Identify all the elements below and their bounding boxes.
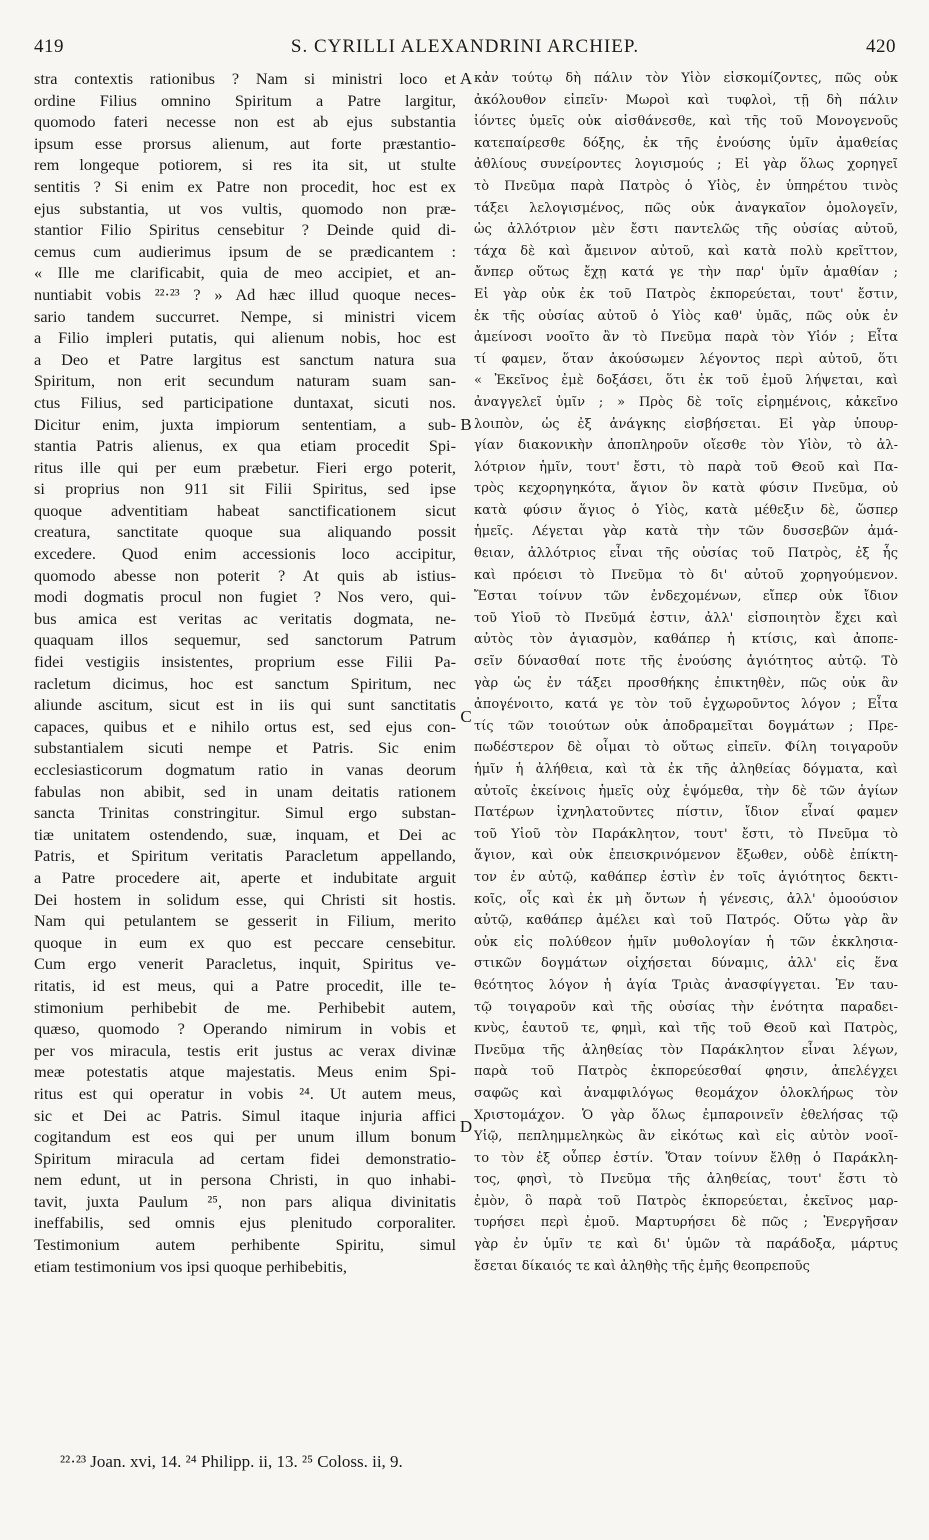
text-line: quomodo fateri necesse non est ab ejus substantia: [34, 112, 456, 132]
text-line: τυρήσει περὶ ἐμοῦ. Μαρτυρήσει δὲ πῶς ; Ἐνεργῆσαν: [474, 1215, 898, 1231]
text-line: nuntiabit vobis ²²·²³ ? » Ad hæc illud quoque neces-: [34, 284, 456, 304]
text-line: nem edunt, ut in persona Christi, in quo inhabi-: [34, 1170, 456, 1190]
latin-column: [34, 68, 456, 1277]
page-number-right: 420: [866, 36, 896, 57]
text-line: stantia Patris alienus, ex qua etiam procedit Spi-: [34, 436, 456, 456]
text-line: τον ἐν αὐτῷ, καθάπερ ἐστὶν ἐν τοῖς ἁγιότητος δεκτι-: [474, 869, 898, 885]
text-line: το τὸν ἐξ οὗπερ ἐστίν. Ὅταν τοίνυν ἔλθῃ ὁ Παράκλη-: [474, 1150, 898, 1166]
text-line: ἐκ τῆς οὐσίας αὐτοῦ ὁ Υἱὸς καθ' ὑμᾶς, πῶς οὐκ ἐν: [474, 308, 898, 324]
text-line: Spiritum, non erit secundum naturam suam san-: [34, 371, 456, 391]
text-line: Patris, et Spiritum veritatis Paracletum appellando,: [34, 846, 456, 866]
text-line: Πνεῦμα τῆς ἀληθείας τὸν Παράκλητον εἶναι λέγων,: [474, 1042, 898, 1058]
text-line: sentitis ? Si enim ex Patre non procedit, hoc est ex: [34, 176, 456, 196]
text-line: ἀθλίους συνείροντες λογισμούς ; Εἰ γὰρ ὅλως χορηγεῖ: [474, 157, 898, 173]
text-line: αὐτοῖς ἐκείνοις ἡμεῖς οὐχ ἑψόμεθα, τὴν δὲ τῶν ἁγίων: [474, 783, 898, 799]
text-line: τος, φησὶ, τὸ Πνεῦμα τῆς ἀληθείας, τουτ' ἔστι τὸ: [474, 1172, 898, 1188]
page-header: [34, 36, 896, 60]
text-line: αὐτῷ, καθάπερ ἀμέλει καὶ τοῦ Πατρός. Οὕτω γὰρ ἂν: [474, 913, 898, 929]
text-line: ritus ille qui per eum præbetur. Fieri ergo poterit,: [34, 457, 456, 477]
text-line: stimonium perhibebit de me. Perhibebit autem,: [34, 997, 456, 1017]
text-line: Cum ergo venerit Paracletus, inquit, Spiritus ve-: [34, 954, 456, 974]
text-line: sic et Dei ac Patris. Simul itaque injuria affici: [34, 1105, 456, 1125]
text-line: a Patre procedere ait, aperte et indubitate arguit: [34, 867, 456, 887]
text-line: κνὺς, ἑαυτοῦ τε, φημὶ, καὶ τῆς τοῦ Θεοῦ καὶ Πατρὸς,: [474, 1021, 898, 1037]
text-line: ejus substantia, ut vos vultis, quomodo non præ-: [34, 198, 456, 218]
text-line: racletum dicimus, hoc est sanctum Spiritum, nec: [34, 673, 456, 693]
text-line: θεότητος λόγον ἡ ἁγία Τριὰς ἀνασφίγγεται. Ἐν ταυ-: [474, 977, 898, 993]
text-line: Υἱῷ, πεπλημμεληκὼς ἂν εἰκότως καὶ εἰς αὐτὸν νοοῖ-: [474, 1129, 898, 1145]
text-line: ἀμείνοσι νοοῖτο ἂν τὸ Πνεῦμα παρὰ τὸν Υἱόν ; Εἶτα: [474, 330, 898, 346]
text-line: etiam testimonium vos ipsi quoque perhibebitis,: [34, 1256, 347, 1276]
text-line: ritus est qui operatur in vobis ²⁴. Ut autem meus,: [34, 1083, 456, 1103]
text-line: ordine Filius omnino Spiritum a Patre largitur,: [34, 90, 456, 110]
text-line: ἐμὸν, ὃ παρὰ τοῦ Πατρὸς ἐκπορεύεται, ἐκεῖνος μαρ-: [474, 1193, 898, 1209]
text-line: per vos miracula, testis erit justus ac verax divinæ: [34, 1040, 456, 1060]
text-line: fabulas non abibit, sed in unam deitatis rationem: [34, 781, 456, 801]
text-line: tiæ unitatem ostendendo, suæ, inquam, et Dei ac: [34, 824, 456, 844]
text-line: κατεπαίρεσθε δόξης, ἐκ τῆς ἐνούσης ὑμῖν ἀμαθείας: [474, 135, 898, 151]
text-line: τίς τῶν τοιούτων οὐκ ἀποδραμεῖται δογμάτων ; Πρε-: [474, 718, 898, 734]
text-line: Spiritum miracula ad certam fidei demonstratio-: [34, 1148, 456, 1168]
text-line: πωδέστερον δὲ οἶμαι τὸ οὕτως εἰπεῖν. Φίλη τοιγαροῦν: [474, 740, 898, 756]
text-line: Ἔσται τοίνυν τῶν ἐνδεχομένων, εἴπερ οὐκ ἴδιον: [474, 589, 898, 605]
text-line: σαφῶς καὶ ἀναμφιλόγως θεομάχον ὁλοκλήρως τὸν: [474, 1085, 898, 1101]
text-line: ctus Filius, sed participatione duntaxat, sicuti nos.: [34, 392, 456, 412]
text-line: γὰρ ὡς ἐν τάξει προσθήκης ἐπικτηθὲν, πῶς οὐκ ἂν: [474, 675, 898, 691]
text-line: ἀναγγελεῖ ὑμῖν ; » Πρὸς δὲ τοῖς εἰρημένοις, κἀκεῖνο: [474, 394, 898, 410]
text-line: rem longeque potiorem, si res ita sit, ut stulte: [34, 155, 456, 175]
text-line: cogitandum est eos qui per unum illum bonum: [34, 1127, 456, 1147]
text-line: quoque adventitiam habeat sanctificationem sicut: [34, 500, 456, 520]
text-line: a Deo et Patre largitus est sanctum natura sua: [34, 349, 456, 369]
text-line: quaquam illos sequemur, sed sanctorum Patrum: [34, 630, 456, 650]
page-number-left: 419: [34, 36, 64, 57]
margin-marker-d: D: [459, 1117, 473, 1136]
text-line: ἡμῖν ἡ ἀλήθεια, καὶ τὰ ἐκ τῆς ἀληθείας δόγματα, καὶ: [474, 762, 898, 777]
footnotes: ²²·²³ Joan. xvi, 14. ²⁴ Philipp. ii, 13. ²⁵ Coloss. ii, 9.: [60, 1452, 403, 1471]
text-line: quomodo abesse non poterit ? At quis ab istius-: [34, 565, 456, 585]
text-line: τάχα δὲ καὶ ἄμεινον αὐτοῦ, καὶ κατὰ πολὺ κρεῖττον,: [474, 243, 898, 259]
text-line: ipsum esse prorsus alienum, aut forte præstantio-: [34, 133, 456, 153]
text-line: ἔσεται δίκαιός τε καὶ ἀληθὴς τῆς ἐμῆς θεοπρεποῦς: [474, 1258, 810, 1274]
text-line: stantior Filio Spiritus censebitur ? Deinde quid di-: [34, 220, 456, 240]
text-line: ritatis, id est meus, qui a Patre procedit, ille te-: [34, 975, 456, 995]
text-line: Dei hostem in solidum esse, qui Christi sit hostis.: [34, 889, 456, 909]
text-line: creatura, sanctitate quoque sua aliquando possit: [34, 522, 456, 542]
margin-marker-b: B: [460, 415, 472, 434]
text-line: κατὰ φύσιν ἅγιος ὁ Υἱὸς, κατὰ μέθεξιν δὲ, ὥσπερ: [474, 502, 898, 518]
text-line: γὰρ ἐν ὑμῖν τε καὶ δι' ὑμῶν τὰ παράδοξα, μάρτυς: [474, 1237, 898, 1253]
text-line: τῷ τοιγαροῦν καὶ τῆς οὐσίας τὴν ἑνότητα παραδει-: [474, 999, 898, 1015]
text-line: ἀκόλουθον εἰπεῖν· Μωροὶ καὶ τυφλοὶ, τῇ δὴ πάλιν: [474, 92, 898, 108]
text-line: γίαν διακονικὴν ἀποπληροῦν οἴεσθε τὸν Υἱὸν, τὸ ἀλ-: [474, 438, 898, 454]
text-line: τί φαμεν, ὅταν ἀκούσωμεν λέγοντος περὶ αὐτοῦ, ὅτι: [474, 351, 898, 367]
text-line: bus amica est veritas ac veritatis dogmata, ne-: [34, 608, 456, 628]
text-line: λότριον ἡμῖν, τουτ' ἔστι, τὸ παρὰ τοῦ Θεοῦ καὶ Πα-: [474, 459, 898, 475]
text-line: substantialem sicuti nempe et Patris. Sic enim: [34, 738, 456, 758]
text-line: « Ἐκεῖνος ἐμὲ δοξάσει, ὅτι ἐκ τοῦ ἐμοῦ λήψεται, καὶ: [474, 373, 898, 389]
text-line: ἡμεῖς. Λέγεται γὰρ κατὰ τὴν τῶν δυσσεβῶν ἀμά-: [474, 524, 898, 540]
text-line: τοῦ Υἱοῦ τὸν Παράκλητον, τουτ' ἔστι, τὸ Πνεῦμα τὸ: [474, 826, 898, 842]
running-title: S. CYRILLI ALEXANDRINI ARCHIEP.: [290, 36, 640, 57]
text-line: παρὰ τοῦ Πατρὸς ἐκπορεύεσθαί φησιν, ἀπελέγχει: [474, 1064, 898, 1080]
text-line: κἀν τούτῳ δὴ πάλιν τὸν Υἱὸν εἰσκομίζοντες, πῶς οὐκ: [474, 71, 898, 86]
text-line: ἰόντες ὑμεῖς οὐκ αἰσθάνεσθε, καὶ τῆς τοῦ Μονογενοῦς: [474, 114, 898, 130]
text-line: fidei vestigiis insistentes, proprium esse Filii Pa-: [34, 652, 456, 672]
text-line: Dicitur enim, juxta impiorum sententiam, a sub-: [34, 414, 456, 434]
text-line: κοῖς, οἷς καὶ ἐκ μὴ ὄντων ἡ γένεσις, ἀλλ' ὁμοούσιον: [474, 891, 898, 907]
text-line: στικῶν δογμάτων οἰχήσεται δύναμις, ἀλλ' εἰς ἕνα: [474, 956, 898, 972]
text-line: Πατέρων ἰχνηλατοῦντες πίστιν, ἴδιον εἶναί φαμεν: [474, 805, 898, 821]
text-line: θειαν, ἀλλότριος εἶναι τῆς οὐσίας τοῦ Πατρὸς, ἐξ ἧς: [474, 546, 898, 562]
text-line: quæso, quomodo ? Operando nimirum in vobis et: [34, 1019, 456, 1039]
text-line: ἄνπερ οὕτως ἔχῃ κατά γε τὴν παρ' ὑμῖν ἀμαθίαν ;: [474, 265, 898, 281]
text-line: sancta Trinitas constringitur. Simul ergo substan-: [34, 803, 456, 823]
text-line: οὐκ εἰς πολύθεον ἡμῖν μυθολογίαν ἡ τῶν ἐκκλησια-: [474, 934, 898, 950]
text-line: τρὸς κεχορηγηκότα, ἅγιον ὂν κατὰ φύσιν Πνεῦμα, οὐ: [474, 481, 898, 497]
margin-marker-a: A: [459, 69, 473, 88]
text-line: ἀπογένοιτο, κατά γε τὸν τοῦ ἐγχωροῦντος λόγον ; Εἶτα: [474, 697, 898, 713]
text-line: ineffabilis, sed omnis ejus plenitudo corporaliter.: [34, 1213, 456, 1233]
text-line: Nam qui petulantem se gesserit in Filium, merito: [34, 911, 456, 931]
text-line: λοιπὸν, ὡς ἐξ ἀνάγκης εἰσβήσεται. Εἰ γὰρ ὑπουρ-: [474, 416, 898, 432]
text-line: καὶ πρόεισι τὸ Πνεῦμα τὸ δι' αὐτοῦ χορηγούμενον.: [474, 567, 898, 583]
text-line: Εἰ γὰρ οὐκ ἐκ τοῦ Πατρὸς ἐκπορεύεται, τουτ' ἔστιν,: [474, 286, 898, 302]
text-line: capaces, quibus et e nihilo ortus est, sed ejus con-: [34, 716, 456, 736]
text-line: « Ille me clarificabit, quia de meo accipiet, et an-: [34, 263, 456, 283]
text-line: Testimonium autem perhibente Spiritu, simul: [34, 1235, 456, 1255]
text-line: modi dogmatis procul non fugiet ? Nos vero, qui-: [34, 587, 456, 607]
text-line: τάξει λελογισμένος, πῶς οὐκ ἀναγκαῖον ὁμολογεῖν,: [474, 200, 898, 216]
text-line: ὡς ἀλλότριον μὲν ἔστι παντελῶς τῆς οὐσίας αὐτοῦ,: [474, 222, 898, 238]
text-line: si proprius non 911 sit Filii Spiritus, sed ipse: [34, 479, 456, 499]
text-line: stra contextis rationibus ? Nam si ministri loco et: [34, 69, 456, 88]
text-line: αὐτὸς τὸν ἁγιασμὸν, καθάπερ ἡ κτίσις, καὶ ἀποπε-: [474, 632, 898, 648]
text-line: a Filio impleri putatis, qui alienum nobis, hoc est: [34, 328, 456, 348]
text-line: ἅγιον, καὶ οὐκ ἐπεισκρινόμενον ἔξωθεν, οὐδὲ ἐπίκτη-: [474, 848, 898, 864]
text-line: Χριστομάχον. Ὁ γὰρ ὅλως ἐμπαροινεῖν ἐθελήσας τῷ: [474, 1107, 898, 1123]
text-line: meæ potestatis atque majestatis. Meus enim Spi-: [34, 1062, 456, 1082]
text-line: σεῖν δύνασθαί ποτε τῆς ἐνούσης ἁγιότητος αὐτῷ. Τὸ: [474, 654, 898, 670]
text-line: cemus cum audierimus ipsum de se prædicantem :: [34, 241, 456, 261]
text-line: quoque in eum ex quo est peccare censebitur.: [34, 932, 456, 952]
greek-column: [474, 68, 898, 1277]
text-line: aliunde ascitum, sicut est in iis qui sunt sanctitatis: [34, 695, 456, 715]
margin-marker-c: C: [460, 707, 472, 726]
text-line: ecclesiasticorum dogmatum ratio in vanas deorum: [34, 760, 456, 779]
text-line: τὸ Πνεῦμα παρὰ Πατρὸς ὁ Υἱὸς, ἐν ὑπηρέτου τινὸς: [474, 178, 898, 194]
text-line: sario tandem succurret. Nempe, si ministri vicem: [34, 306, 456, 326]
text-line: tavit, juxta Paulum ²⁵, non pars aliqua divinitatis: [34, 1191, 456, 1211]
text-line: τοῦ Υἱοῦ τὸ Πνεῦμά ἐστιν, ἀλλ' εἰσποιητὸν ἔχει καὶ: [474, 610, 898, 626]
text-line: excedere. Quod enim accessionis loco accipitur,: [34, 544, 456, 564]
